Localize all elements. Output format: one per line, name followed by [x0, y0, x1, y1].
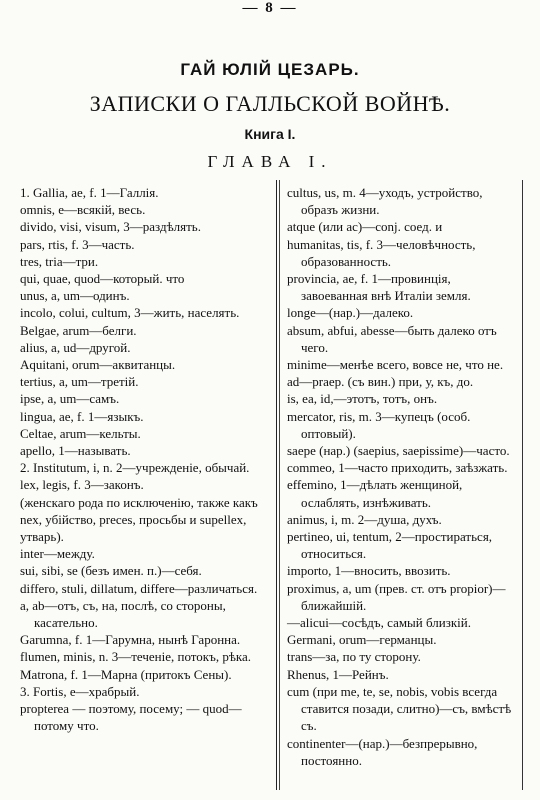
vocab-entry: longe—(нар.)—далеко.	[287, 305, 414, 321]
vocab-entry: unus, a, um—одинъ.	[20, 288, 130, 304]
vocab-entry: pars, rtis, f. 3—часть.	[20, 236, 135, 252]
vocab-entry: alius, a, ud—другой.	[20, 339, 131, 355]
vocab-entry: mercator, ris, m. 3—купецъ (особ. оптовый).	[287, 408, 471, 441]
vocab-entry: continenter—(нар.)—безпрерывно, постоянно.	[287, 735, 478, 768]
vocab-entry: absum, abfui, abesse—быть далеко отъ чего.	[287, 322, 497, 355]
vocab-entry: tres, tria—три.	[20, 253, 99, 269]
vocab-entry: flumen, minis, n. 3—теченіе, потокъ, рѣка.	[20, 649, 252, 665]
margin-rule	[522, 180, 523, 790]
work-title: ЗАПИСКИ О ГАЛЛЬСКОЙ ВОЙНѢ.	[89, 91, 451, 116]
vocab-entry: 3. Fortis, e—храбрый.	[20, 683, 140, 699]
vocab-entry: lingua, ae, f. 1—языкъ.	[20, 408, 144, 424]
vocab-entry: is, ea, id,—этотъ, тотъ, онъ.	[287, 391, 438, 407]
vocab-entry: tertius, a, um—третій.	[20, 374, 139, 390]
vocab-entry: Matrona, f. 1—Марна (притокъ Сены).	[20, 666, 232, 682]
vocab-entry: qui, quae, quod—который. что	[20, 271, 185, 287]
vocab-entry: sui, sibi, se (безъ имен. п.)—себя.	[20, 563, 202, 579]
vocab-entry: —alicui—сосѣдъ, самый близкій.	[287, 615, 472, 631]
vocab-entry: provincia, ae, f. 1—провинція, завоеванная внѣ Италіи земля.	[287, 271, 471, 304]
vocab-entry: importo, 1—вносить, ввозить.	[287, 563, 451, 579]
author-heading: ГАЙ ЮЛІЙ ЦЕЗАРЬ.	[180, 60, 360, 79]
vocab-entry: ad—praep. (съ вин.) при, у, къ, до.	[287, 374, 474, 390]
vocab-entry: apello, 1—называть.	[20, 443, 131, 459]
vocab-entry: Celtae, arum—кельты.	[20, 425, 141, 441]
vocab-entry: inter—между.	[20, 546, 95, 562]
vocab-entry: Rhenus, 1—Рейнъ.	[287, 666, 389, 682]
vocab-entry: atque (или ac)—conj. соед. и	[287, 219, 443, 235]
vocab-entry: cum (при me, te, se, nobis, vobis всегда ставится позади, слитно)—съ, вмѣстѣ съ.	[287, 683, 512, 734]
column-divider-secondary	[279, 180, 280, 790]
vocabulary-column-left	[20, 184, 268, 735]
vocab-entry: omnis, e—всякій, весь.	[20, 202, 146, 218]
vocab-entry: divido, visi, visum, 3—раздѣлять.	[20, 219, 201, 235]
vocab-entry: cultus, us, m. 4—уходъ, устройство, образъ жизни.	[287, 185, 483, 218]
vocab-entry: propterea — поэтому, посему; — quod—потому что.	[20, 701, 242, 734]
vocab-entry: pertineo, ui, tentum, 2—простираться, относиться.	[287, 529, 493, 562]
vocab-entry: animus, i, m. 2—душа, духъ.	[287, 511, 442, 527]
vocab-entry: trans—за, по ту сторону.	[287, 649, 421, 665]
vocab-entry: effemino, 1—дѣлать женщиной, ослаблять, изнѣживать.	[287, 477, 463, 510]
vocab-entry: humanitas, tis, f. 3—человѣчность, образованность.	[287, 236, 476, 269]
vocab-entry: Aquitani, orum—аквитанцы.	[20, 357, 176, 373]
column-divider	[276, 180, 277, 790]
vocab-entry: 2. Institutum, i, n. 2—учрежденіе, обычай.	[20, 460, 250, 476]
page-number: — 8 —	[242, 0, 298, 16]
vocab-entry: 1. Gallia, ae, f. 1—Галлія.	[20, 185, 159, 200]
vocabulary-column-right	[287, 184, 519, 769]
vocab-entry: incolo, colui, cultum, 3—жить, населять.	[20, 305, 240, 321]
vocab-entry: Belgae, arum—белги.	[20, 322, 137, 338]
vocab-entry: minime—менѣе всего, вовсе не, что не.	[287, 357, 504, 373]
vocab-entry: saepe (нар.) (saepius, saepissime)—часто.	[287, 443, 510, 459]
vocab-note: (женскаго рода по исключенію, также какъ nex, убійство, preces, просьбы и supellex, утварь).	[20, 494, 258, 545]
vocab-entry: a, ab—отъ, съ, на, послѣ, со стороны, касательно.	[20, 597, 226, 631]
vocab-entry: lex, legis, f. 3—законъ.	[20, 477, 144, 493]
book-heading: Книга I.	[244, 126, 296, 142]
vocab-entry: commeo, 1—часто приходить, заѣзжать.	[287, 460, 508, 476]
chapter-heading: ГЛАВА I.	[207, 152, 333, 171]
vocab-entry: Garumna, f. 1—Гарумна, нынѣ Гаронна.	[20, 632, 241, 648]
vocab-entry: proximus, a, um (прев. ст. отъ propior)—ближайшій.	[287, 580, 506, 613]
vocab-entry: differo, stuli, dillatum, differe—различаться.	[20, 580, 258, 596]
vocab-entry: Germani, orum—германцы.	[287, 632, 437, 648]
vocab-entry: ipse, a, um—самъ.	[20, 391, 120, 407]
